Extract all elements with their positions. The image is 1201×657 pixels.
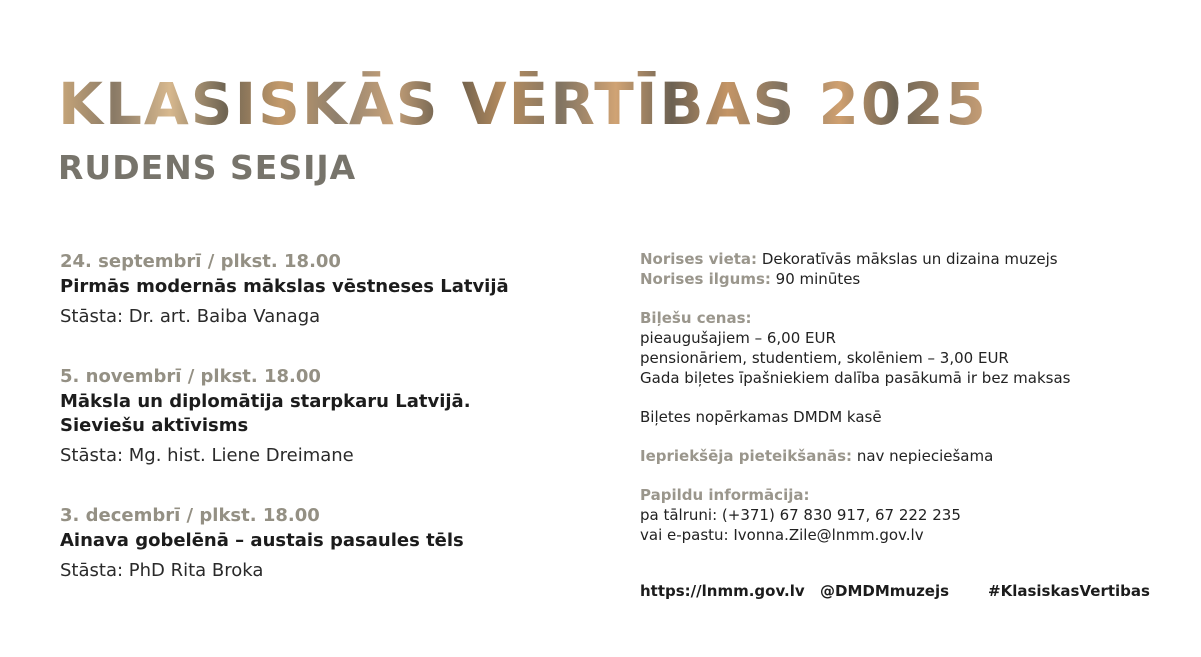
event-title: Pirmās modernās mākslas vēstneses Latvijā [60,276,509,297]
page-title: KLASISKĀS VĒRTĪBAS 2025 [58,70,988,138]
event-item [60,250,580,329]
venue-label: Norises vieta: [640,250,758,268]
price-line: Gada biļetes īpašniekiem dalība pasākumā ir bez maksas [640,369,1071,387]
price-line: pensionāriem, studentiem, skolēniem – 3,00 EUR [640,349,1009,367]
hashtag[interactable]: #KlasiskasVertibas [988,582,1150,600]
venue-value: Dekoratīvās mākslas un dizaina muzejs [757,250,1058,268]
event-item [60,504,580,583]
contact-block [640,485,1180,545]
prices-block [640,308,1180,388]
event-title: Ainava gobelēnā – austais pasaules tēls [60,530,464,551]
phone-line: pa tālruni: (+371) 67 830 917, 67 222 235 [640,506,961,524]
info-panel [640,249,1180,564]
event-speaker: Stāsta: PhD Rita Broka [60,560,264,581]
duration-label: Norises ilgums: [640,270,771,288]
tickets-block [640,407,1180,427]
tickets-note: Biļetes nopērkamas DMDM kasē [640,408,882,426]
event-date: 5. novembrī / plkst. 18.00 [60,366,321,387]
more-info-label: Papildu informācija: [640,486,810,504]
duration-value: 90 minūtes [770,270,861,288]
prices-label: Biļešu cenas: [640,309,752,327]
website-link[interactable]: https://lnmm.gov.lv [640,582,805,600]
price-line: pieaugušajiem – 6,00 EUR [640,329,836,347]
venue-block [640,249,1180,289]
registration-label: Iepriekšēja pieteikšanās: [640,447,853,465]
events-list [60,250,580,619]
event-date: 24. septembrī / plkst. 18.00 [60,251,341,272]
email-line: vai e-pastu: Ivonna.Zile@lnmm.gov.lv [640,526,924,544]
event-date: 3. decembrī / plkst. 18.00 [60,505,320,526]
page-subtitle: RUDENS SESIJA [58,148,357,187]
event-speaker: Stāsta: Dr. art. Baiba Vanaga [60,306,321,327]
event-item [60,365,580,468]
registration-value: nav nepieciešama [852,447,994,465]
event-title: Māksla un diplomātija starpkaru Latvijā. Sieviešu aktīvisms [60,391,471,436]
registration-block [640,446,1180,466]
event-speaker: Stāsta: Mg. hist. Liene Dreimane [60,445,354,466]
social-handle[interactable]: @DMDMmuzejs [820,582,950,600]
